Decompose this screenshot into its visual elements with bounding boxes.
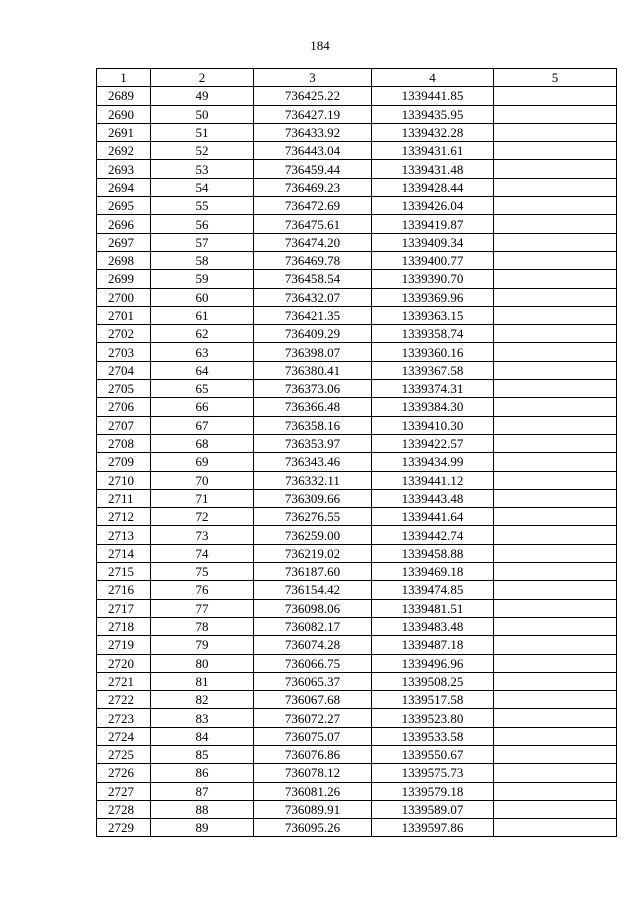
table-cell-col-2: 64 [151,361,254,379]
table-cell-col-3: 736475.61 [254,215,372,233]
table-row [97,617,617,635]
table-cell-col-2: 89 [151,819,254,837]
table-cell-col-3: 736469.23 [254,178,372,196]
table-cell-col-1: 2711 [97,489,151,507]
table-row [97,526,617,544]
table-cell-col-3: 736095.26 [254,819,372,837]
table-cell-col-1: 2712 [97,508,151,526]
table-cell-col-2: 57 [151,233,254,251]
table-cell-col-5 [494,178,617,196]
table-cell-col-3: 736425.22 [254,87,372,105]
table-cell-col-4: 1339443.48 [372,489,494,507]
table-cell-col-1: 2716 [97,581,151,599]
table-cell-col-3: 736065.37 [254,672,372,690]
table-cell-col-4: 1339441.64 [372,508,494,526]
table-cell-col-2: 49 [151,87,254,105]
table-cell-col-1: 2713 [97,526,151,544]
table-cell-col-1: 2729 [97,819,151,837]
table-cell-col-5 [494,819,617,837]
table-row [97,599,617,617]
table-cell-col-2: 83 [151,709,254,727]
table-cell-col-1: 2691 [97,123,151,141]
table-cell-col-2: 70 [151,471,254,489]
table-cell-col-2: 85 [151,745,254,763]
table-cell-col-5 [494,105,617,123]
table-cell-col-2: 86 [151,764,254,782]
table-cell-col-3: 736474.20 [254,233,372,251]
table-row [97,325,617,343]
table-cell-col-2: 59 [151,270,254,288]
table-cell-col-1: 2694 [97,178,151,196]
table-cell-col-5 [494,800,617,818]
table-cell-col-5 [494,581,617,599]
table-cell-col-1: 2707 [97,416,151,434]
column-header-3: 3 [254,69,372,87]
table-row [97,270,617,288]
table-cell-col-5 [494,471,617,489]
table-cell-col-2: 72 [151,508,254,526]
table-cell-col-3: 736187.60 [254,563,372,581]
table-row [97,178,617,196]
table-cell-col-5 [494,453,617,471]
table-cell-col-4: 1339360.16 [372,343,494,361]
table-cell-col-3: 736219.02 [254,544,372,562]
table-cell-col-4: 1339374.31 [372,380,494,398]
table-cell-col-1: 2714 [97,544,151,562]
table-row [97,471,617,489]
table-row [97,727,617,745]
table-cell-col-2: 84 [151,727,254,745]
column-header-5: 5 [494,69,617,87]
table-cell-col-4: 1339426.04 [372,197,494,215]
table-cell-col-4: 1339508.25 [372,672,494,690]
table-cell-col-3: 736373.06 [254,380,372,398]
table-cell-col-5 [494,654,617,672]
table-cell-col-3: 736072.27 [254,709,372,727]
table-cell-col-2: 51 [151,123,254,141]
table-cell-col-4: 1339369.96 [372,288,494,306]
table-cell-col-5 [494,160,617,178]
table-cell-col-5 [494,544,617,562]
table-cell-col-3: 736075.07 [254,727,372,745]
table-cell-col-4: 1339431.61 [372,142,494,160]
table-cell-col-4: 1339533.58 [372,727,494,745]
table-cell-col-1: 2699 [97,270,151,288]
table-cell-col-1: 2696 [97,215,151,233]
table-cell-col-2: 58 [151,251,254,269]
table-cell-col-1: 2710 [97,471,151,489]
table-cell-col-1: 2698 [97,251,151,269]
table-row [97,215,617,233]
table-row [97,782,617,800]
table-cell-col-2: 75 [151,563,254,581]
table-cell-col-3: 736276.55 [254,508,372,526]
table-cell-col-3: 736259.00 [254,526,372,544]
table-row [97,563,617,581]
table-cell-col-1: 2701 [97,306,151,324]
table-cell-col-3: 736067.68 [254,691,372,709]
table-cell-col-5 [494,672,617,690]
coordinates-table [96,68,617,837]
table-cell-col-4: 1339579.18 [372,782,494,800]
table-cell-col-5 [494,764,617,782]
column-header-4: 4 [372,69,494,87]
table-cell-col-2: 73 [151,526,254,544]
table-cell-col-5 [494,508,617,526]
table-cell-col-4: 1339400.77 [372,251,494,269]
table-cell-col-1: 2703 [97,343,151,361]
table-cell-col-5 [494,617,617,635]
table-cell-col-1: 2722 [97,691,151,709]
table-row [97,361,617,379]
table-cell-col-2: 67 [151,416,254,434]
table-row [97,434,617,452]
table-cell-col-2: 60 [151,288,254,306]
table-cell-col-2: 80 [151,654,254,672]
table-cell-col-4: 1339363.15 [372,306,494,324]
table-row [97,87,617,105]
table-cell-col-1: 2708 [97,434,151,452]
table-cell-col-4: 1339390.70 [372,270,494,288]
table-row [97,453,617,471]
table-cell-col-5 [494,288,617,306]
page-number: 184 [310,38,330,53]
table-cell-col-5 [494,563,617,581]
table-cell-col-1: 2709 [97,453,151,471]
table-cell-col-2: 66 [151,398,254,416]
table-cell-col-3: 736432.07 [254,288,372,306]
table-cell-col-3: 736380.41 [254,361,372,379]
table-cell-col-5 [494,489,617,507]
table-cell-col-5 [494,727,617,745]
table-cell-col-4: 1339474.85 [372,581,494,599]
table-cell-col-3: 736469.78 [254,251,372,269]
table-cell-col-4: 1339523.80 [372,709,494,727]
table-cell-col-2: 71 [151,489,254,507]
table-cell-col-3: 736443.04 [254,142,372,160]
table-cell-col-5 [494,526,617,544]
table-row [97,105,617,123]
table-cell-col-2: 61 [151,306,254,324]
table-cell-col-2: 65 [151,380,254,398]
table-cell-col-2: 52 [151,142,254,160]
table-cell-col-4: 1339410.30 [372,416,494,434]
table-cell-col-5 [494,782,617,800]
table-cell-col-1: 2706 [97,398,151,416]
table-cell-col-3: 736459.44 [254,160,372,178]
table-cell-col-5 [494,197,617,215]
table-cell-col-5 [494,142,617,160]
table-cell-col-4: 1339517.58 [372,691,494,709]
table-cell-col-4: 1339384.30 [372,398,494,416]
table-cell-col-2: 69 [151,453,254,471]
table-row [97,416,617,434]
table-cell-col-1: 2717 [97,599,151,617]
table-cell-col-5 [494,233,617,251]
table-row [97,306,617,324]
table-cell-col-3: 736343.46 [254,453,372,471]
table-cell-col-5 [494,636,617,654]
table-cell-col-2: 79 [151,636,254,654]
table-cell-col-4: 1339575.73 [372,764,494,782]
table-row [97,800,617,818]
table-cell-col-4: 1339419.87 [372,215,494,233]
table-cell-col-3: 736066.75 [254,654,372,672]
table-cell-col-1: 2723 [97,709,151,727]
table-row [97,745,617,763]
table-cell-col-2: 50 [151,105,254,123]
table-row [97,691,617,709]
table-cell-col-1: 2726 [97,764,151,782]
table-cell-col-1: 2704 [97,361,151,379]
table-cell-col-3: 736082.17 [254,617,372,635]
table-cell-col-1: 2700 [97,288,151,306]
table-cell-col-4: 1339550.67 [372,745,494,763]
table-cell-col-1: 2705 [97,380,151,398]
table-cell-col-5 [494,398,617,416]
table-cell-col-1: 2727 [97,782,151,800]
table-row [97,489,617,507]
table-cell-col-1: 2724 [97,727,151,745]
table-cell-col-3: 736427.19 [254,105,372,123]
table-row [97,233,617,251]
table-cell-col-5 [494,691,617,709]
table-row [97,197,617,215]
table-cell-col-3: 736421.35 [254,306,372,324]
table-cell-col-4: 1339458.88 [372,544,494,562]
table-cell-col-4: 1339431.48 [372,160,494,178]
column-header-1: 1 [97,69,151,87]
table-cell-col-4: 1339441.12 [372,471,494,489]
table-cell-col-1: 2692 [97,142,151,160]
table-cell-col-5 [494,325,617,343]
table-cell-col-3: 736078.12 [254,764,372,782]
table-cell-col-3: 736358.16 [254,416,372,434]
table-cell-col-1: 2721 [97,672,151,690]
table-cell-col-5 [494,416,617,434]
table-cell-col-2: 56 [151,215,254,233]
table-cell-col-3: 736433.92 [254,123,372,141]
table-cell-col-5 [494,270,617,288]
table-row [97,636,617,654]
table-cell-col-5 [494,361,617,379]
table-cell-col-3: 736458.54 [254,270,372,288]
table-cell-col-5 [494,599,617,617]
table-cell-col-3: 736081.26 [254,782,372,800]
table-cell-col-5 [494,123,617,141]
table-cell-col-4: 1339487.18 [372,636,494,654]
table-cell-col-1: 2719 [97,636,151,654]
table-row [97,160,617,178]
table-row [97,343,617,361]
table-cell-col-3: 736353.97 [254,434,372,452]
table-cell-col-4: 1339469.18 [372,563,494,581]
table-cell-col-4: 1339358.74 [372,325,494,343]
table-cell-col-2: 76 [151,581,254,599]
table-cell-col-5 [494,306,617,324]
table-body [97,87,617,837]
table-cell-col-4: 1339434.99 [372,453,494,471]
table-row [97,288,617,306]
table-cell-col-2: 81 [151,672,254,690]
table-row [97,544,617,562]
table-cell-col-2: 82 [151,691,254,709]
table-cell-col-4: 1339483.48 [372,617,494,635]
table-cell-col-3: 736366.48 [254,398,372,416]
table-cell-col-1: 2695 [97,197,151,215]
table-cell-col-4: 1339481.51 [372,599,494,617]
table-row [97,819,617,837]
table-cell-col-4: 1339367.58 [372,361,494,379]
table-cell-col-3: 736332.11 [254,471,372,489]
table-cell-col-3: 736409.29 [254,325,372,343]
table-row [97,398,617,416]
table-cell-col-1: 2689 [97,87,151,105]
table-cell-col-2: 63 [151,343,254,361]
table-row [97,581,617,599]
table-cell-col-1: 2718 [97,617,151,635]
table-cell-col-3: 736398.07 [254,343,372,361]
table-cell-col-5 [494,745,617,763]
table-cell-col-1: 2720 [97,654,151,672]
table-cell-col-5 [494,251,617,269]
table-cell-col-2: 53 [151,160,254,178]
table-cell-col-3: 736154.42 [254,581,372,599]
table-cell-col-2: 55 [151,197,254,215]
table-cell-col-1: 2697 [97,233,151,251]
table-cell-col-2: 68 [151,434,254,452]
table-cell-col-5 [494,434,617,452]
table-cell-col-3: 736472.69 [254,197,372,215]
table-cell-col-4: 1339442.74 [372,526,494,544]
table-row [97,508,617,526]
table-row [97,709,617,727]
table-cell-col-4: 1339589.07 [372,800,494,818]
table-cell-col-2: 78 [151,617,254,635]
table-row [97,654,617,672]
table-row [97,142,617,160]
table-cell-col-4: 1339422.57 [372,434,494,452]
table-cell-col-2: 62 [151,325,254,343]
table-header-row [97,69,617,87]
table-cell-col-4: 1339441.85 [372,87,494,105]
table-cell-col-3: 736089.91 [254,800,372,818]
table-cell-col-5 [494,87,617,105]
table-cell-col-2: 54 [151,178,254,196]
table-cell-col-3: 736074.28 [254,636,372,654]
table-cell-col-3: 736098.06 [254,599,372,617]
table-cell-col-4: 1339435.95 [372,105,494,123]
table-cell-col-4: 1339409.34 [372,233,494,251]
table-cell-col-4: 1339597.86 [372,819,494,837]
column-header-2: 2 [151,69,254,87]
table-row [97,123,617,141]
table-cell-col-5 [494,709,617,727]
table-cell-col-4: 1339432.28 [372,123,494,141]
table-cell-col-1: 2728 [97,800,151,818]
table-cell-col-4: 1339496.96 [372,654,494,672]
table-cell-col-1: 2725 [97,745,151,763]
table-cell-col-3: 736309.66 [254,489,372,507]
table-cell-col-5 [494,343,617,361]
table-row [97,251,617,269]
table-cell-col-5 [494,215,617,233]
table-cell-col-2: 77 [151,599,254,617]
table-cell-col-3: 736076.86 [254,745,372,763]
table-cell-col-1: 2690 [97,105,151,123]
table-cell-col-2: 74 [151,544,254,562]
table-row [97,380,617,398]
table-cell-col-2: 87 [151,782,254,800]
table-cell-col-1: 2693 [97,160,151,178]
table-row [97,764,617,782]
table-row [97,672,617,690]
table-cell-col-5 [494,380,617,398]
table-cell-col-2: 88 [151,800,254,818]
table-cell-col-1: 2715 [97,563,151,581]
table-cell-col-4: 1339428.44 [372,178,494,196]
table-cell-col-1: 2702 [97,325,151,343]
